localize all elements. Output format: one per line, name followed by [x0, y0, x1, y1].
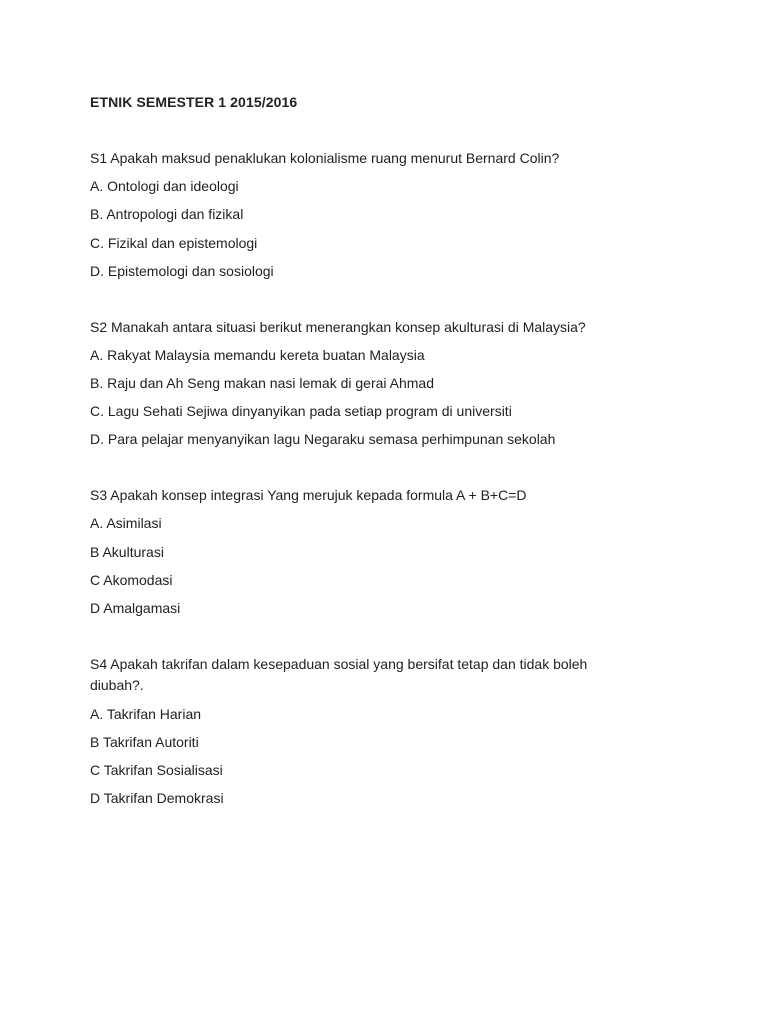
- question-4-option-c: C Takrifan Sosialisasi: [90, 762, 223, 778]
- question-2-text: S2 Manakah antara situasi berikut menerangkan konsep akulturasi di Malaysia?: [90, 319, 586, 335]
- question-4-option-b: B Takrifan Autoriti: [90, 734, 199, 750]
- question-1-option-d: D. Epistemologi dan sosiologi: [90, 263, 274, 279]
- question-4-text-line-2: diubah?.: [90, 677, 144, 693]
- question-4-text-line-1: S4 Apakah takrifan dalam kesepaduan sosial yang bersifat tetap dan tidak boleh: [90, 656, 588, 672]
- question-4-option-a: A. Takrifan Harian: [90, 706, 202, 722]
- question-2-option-d: D. Para pelajar menyanyikan lagu Negaraku semasa perhimpunan sekolah: [90, 431, 556, 447]
- question-2-option-b: B. Raju dan Ah Seng makan nasi lemak di gerai Ahmad: [90, 375, 434, 391]
- question-3-option-b: B Akulturasi: [90, 544, 164, 560]
- question-3-option-d: D Amalgamasi: [90, 600, 181, 616]
- question-4-option-d: D Takrifan Demokrasi: [90, 790, 224, 806]
- question-1-text: S1 Apakah maksud penaklukan kolonialisme ruang menurut Bernard Colin?: [90, 150, 560, 166]
- question-1-option-b: B. Antropologi dan fizikal: [90, 206, 244, 222]
- question-1-option-a: A. Ontologi dan ideologi: [90, 178, 239, 194]
- question-2-option-a: A. Rakyat Malaysia memandu kereta buatan Malaysia: [90, 347, 425, 363]
- question-2-option-c: C. Lagu Sehati Sejiwa dinyanyikan pada setiap program di universiti: [90, 403, 512, 419]
- question-3-option-a: A. Asimilasi: [90, 515, 162, 531]
- question-1-option-c: C. Fizikal dan epistemologi: [90, 235, 258, 251]
- question-3-option-c: C Akomodasi: [90, 572, 173, 588]
- question-3-text: S3 Apakah konsep integrasi Yang merujuk kepada formula A + B+C=D: [90, 487, 527, 503]
- document-title: ETNIK SEMESTER 1 2015/2016: [90, 94, 298, 110]
